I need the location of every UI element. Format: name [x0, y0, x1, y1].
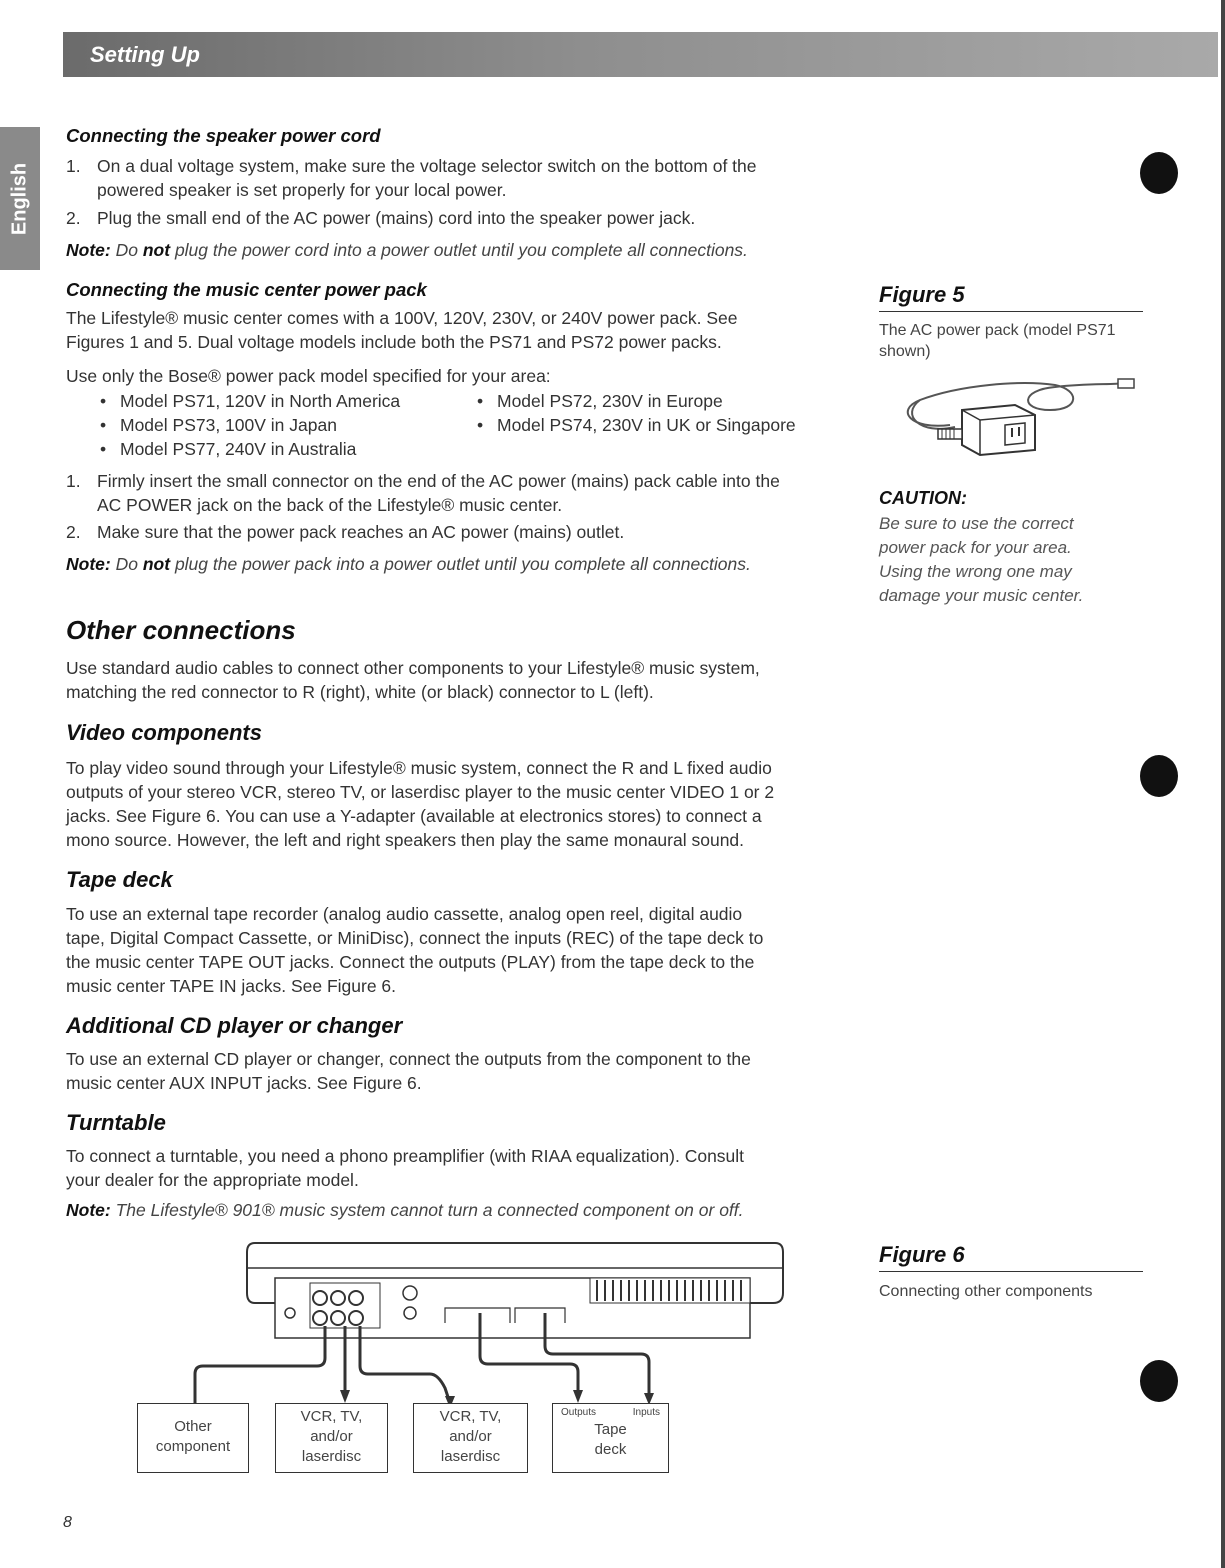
page-number: 8: [63, 1514, 72, 1531]
note-text: Do: [115, 554, 138, 574]
power-pack-heading: Connecting the music center power pack: [66, 279, 427, 300]
step-text: AC POWER jack on the back of the Lifestyle® music center.: [97, 495, 563, 515]
paragraph-line: music center TAPE IN jacks. See Figure 6.: [66, 976, 397, 996]
paragraph-line: To use an external CD player or changer, connect the outputs from the component to the: [66, 1049, 751, 1069]
paragraph-line: To play video sound through your Lifestyle® music system, connect the R and L fixed audio: [66, 758, 772, 778]
cd-heading: Additional CD player or changer: [66, 1013, 403, 1038]
vcr-box: [413, 1403, 528, 1473]
step-text: Plug the small end of the AC power (mains) cord into the speaker power jack.: [97, 208, 696, 228]
other-connections-heading: Other connections: [66, 615, 296, 645]
paragraph-line: tape, Digital Compact Cassette, or MiniDisc), connect the inputs (REC) of the tape deck to: [66, 928, 764, 948]
figure6-caption: Connecting other components: [879, 1283, 1093, 1300]
step-text: powered speaker is set properly for your local power.: [97, 180, 507, 200]
note-label: Note:: [66, 554, 111, 574]
figure5-rule: [879, 311, 1143, 312]
language-tab: [0, 127, 40, 270]
box-label: component: [155, 1438, 231, 1455]
step-number: 2.: [66, 522, 81, 542]
model-item: • Model PS72, 230V in Europe: [497, 391, 723, 412]
figure5-title: Figure 5: [879, 282, 965, 307]
caution-line: power pack for your area.: [879, 538, 1072, 557]
outputs-label: Outputs: [561, 1407, 597, 1418]
paragraph-line: mono source. However, the left and right speakers then play the same monaural sound.: [66, 830, 745, 850]
caution-text: [879, 512, 1129, 608]
box-label: VCR, TV,: [439, 1408, 502, 1425]
paragraph-line: your dealer for the appropriate model.: [66, 1170, 359, 1190]
page-edge: [1221, 0, 1225, 1568]
note-text: The Lifestyle® 901® music system cannot turn a connected component on or off.: [115, 1200, 744, 1220]
figure6-rule: [879, 1271, 1143, 1272]
box-label: deck: [594, 1441, 627, 1458]
tape-deck-box: [552, 1403, 669, 1473]
video-heading: Video components: [66, 720, 262, 745]
punch-hole: [1140, 755, 1178, 797]
note-text: plug the power pack into a power outlet until you complete all connections.: [174, 554, 751, 574]
box-label: Tape: [594, 1421, 627, 1438]
tape-heading: Tape deck: [66, 867, 173, 892]
model-item: • Model PS74, 230V in UK or Singapore: [497, 415, 796, 436]
power-pack-illustration: [880, 365, 1140, 475]
paragraph-line: Use only the Bose® power pack model specified for your area:: [66, 366, 551, 386]
paragraph-line: outputs of your stereo VCR, stereo TV, or laserdisc player to the music center VIDEO 1 or 2: [66, 782, 775, 802]
inputs-label: Inputs: [632, 1407, 660, 1418]
turntable-heading: Turntable: [66, 1110, 166, 1135]
step-number: 1.: [66, 156, 81, 176]
note: [66, 240, 748, 261]
note: [66, 1200, 744, 1221]
model-item: • Model PS77, 240V in Australia: [120, 439, 356, 460]
caution-line: Be sure to use the correct: [879, 514, 1074, 533]
note-label: Note:: [66, 240, 111, 260]
step-text: Make sure that the power pack reaches an AC power (mains) outlet.: [97, 522, 625, 542]
paragraph-line: Use standard audio cables to connect other components to your Lifestyle® music system,: [66, 658, 760, 678]
section-header-bar: [63, 32, 1218, 77]
step-text: On a dual voltage system, make sure the voltage selector switch on the bottom of the: [97, 156, 757, 176]
box-label: laserdisc: [440, 1448, 501, 1465]
figure6-title: Figure 6: [879, 1242, 965, 1267]
section-title: Setting Up: [90, 42, 200, 67]
vcr-box: [275, 1403, 388, 1473]
language-label: English: [8, 162, 31, 236]
paragraph-line: jacks. See Figure 6. You can use a Y-adapter (available at electronics stores) to connect a: [66, 806, 762, 826]
other-component-box: [137, 1403, 249, 1473]
caution-line: damage your music center.: [879, 586, 1084, 605]
paragraph-line: To connect a turntable, you need a phono preamplifier (with RIAA equalization). Consult: [66, 1146, 745, 1166]
step-number: 2.: [66, 208, 81, 228]
paragraph-line: the music center TAPE OUT jacks. Connect the outputs (PLAY) from the tape deck to the: [66, 952, 755, 972]
paragraph-line: To use an external tape recorder (analog audio cassette, analog open reel, digital audio: [66, 904, 743, 924]
caution-line: Using the wrong one may: [879, 562, 1072, 581]
model-item: • Model PS73, 100V in Japan: [120, 415, 337, 436]
paragraph-line: matching the red connector to R (right), white (or black) connector to L (left).: [66, 682, 654, 702]
caution-title: CAUTION:: [879, 488, 967, 508]
tape-ports: [553, 1406, 668, 1420]
box-label: and/or: [449, 1428, 492, 1445]
box-label: and/or: [310, 1428, 353, 1445]
punch-hole: [1140, 152, 1178, 194]
paragraph-line: music center AUX INPUT jacks. See Figure 6.: [66, 1073, 422, 1093]
box-label: VCR, TV,: [300, 1408, 363, 1425]
paragraph-line: The Lifestyle® music center comes with a 100V, 120V, 230V, or 240V power pack. See: [66, 308, 738, 328]
step-number: 1.: [66, 471, 81, 491]
note-text: Do: [115, 240, 138, 260]
paragraph-line: Figures 1 and 5. Dual voltage models include both the PS71 and PS72 power packs.: [66, 332, 722, 352]
note-label: Note:: [66, 1200, 111, 1220]
note-emphasis: not: [142, 554, 171, 574]
figure5-caption: The AC power pack (model PS71 shown): [879, 322, 1116, 360]
model-item: • Model PS71, 120V in North America: [120, 391, 400, 412]
speaker-cord-heading: Connecting the speaker power cord: [66, 125, 381, 146]
step-text: Firmly insert the small connector on the end of the AC power (mains) pack cable into the: [97, 471, 780, 491]
note-text: plug the power cord into a power outlet until you complete all connections.: [174, 240, 748, 260]
note: [66, 554, 751, 575]
punch-hole: [1140, 1360, 1178, 1402]
box-label: Other: [174, 1418, 212, 1435]
box-label: laserdisc: [301, 1448, 362, 1465]
note-emphasis: not: [142, 240, 171, 260]
